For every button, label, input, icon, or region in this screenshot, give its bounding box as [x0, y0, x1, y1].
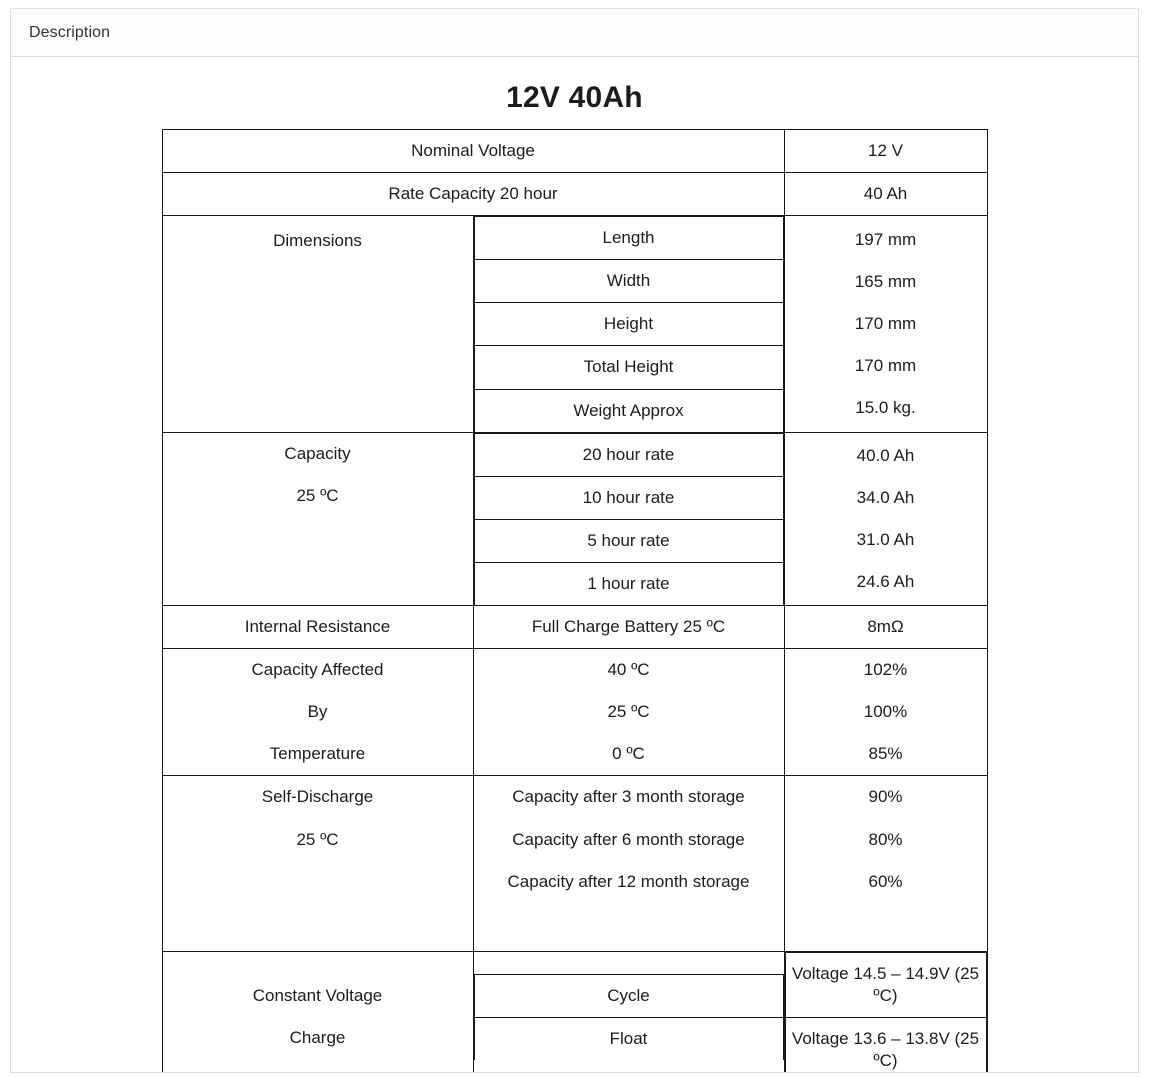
self-discharge-label — [162, 776, 473, 951]
list-item: Capacity after 6 month storage — [512, 829, 745, 849]
nominal-voltage-label: Nominal Voltage — [162, 130, 784, 173]
list-item: Width — [474, 260, 783, 303]
list-item: Voltage 13.6 – 13.8V (25 ºC) — [785, 1017, 986, 1073]
capacity-affected-label — [162, 649, 473, 776]
list-item: 20 hour rate — [474, 433, 783, 476]
capacity-affected-values — [784, 649, 987, 776]
capacity-label-line1: Capacity — [284, 443, 351, 463]
constant-voltage-values — [784, 951, 987, 1073]
tab-description-label: Description — [29, 23, 111, 41]
specification-table — [162, 129, 988, 1073]
table-row — [162, 649, 987, 776]
list-item: Total Height — [474, 346, 783, 389]
list-item: 31.0 Ah — [856, 529, 915, 549]
self-discharge-line2: 25 ºC — [296, 829, 339, 849]
list-item: 85% — [868, 744, 903, 764]
dimensions-label: Dimensions — [162, 216, 473, 432]
list-item: Voltage 14.5 – 14.9V (25 ºC) — [785, 952, 986, 1017]
list-item: 100% — [863, 702, 908, 722]
list-item: 102% — [863, 660, 908, 680]
list-item: 170 mm — [854, 313, 917, 333]
internal-resistance-desc: Full Charge Battery 25 ºC — [473, 606, 784, 649]
list-item: Height — [474, 303, 783, 346]
description-panel — [10, 57, 1139, 1073]
table-row — [162, 606, 987, 649]
list-item: 10 hour rate — [474, 476, 783, 519]
capacity-label — [162, 432, 473, 605]
list-item: 25 ºC — [607, 702, 650, 722]
list-item: 60% — [868, 871, 903, 891]
capacity-label-line2: 25 ºC — [296, 485, 339, 505]
self-discharge-values — [784, 776, 987, 951]
table-row — [162, 173, 987, 216]
list-item: 34.0 Ah — [856, 487, 915, 507]
table-row — [162, 776, 987, 951]
dimensions-values — [784, 216, 987, 432]
capacity-names — [473, 432, 784, 605]
constant-voltage-label — [162, 951, 473, 1073]
rate-capacity-label: Rate Capacity 20 hour — [162, 173, 784, 216]
self-discharge-names — [473, 776, 784, 951]
rate-capacity-value: 40 Ah — [784, 173, 987, 216]
constant-voltage-line1: Constant Voltage — [252, 985, 383, 1005]
constant-voltage-line2: Charge — [289, 1027, 346, 1047]
list-item: Capacity after 12 month storage — [507, 871, 750, 891]
list-item: 90% — [868, 787, 903, 807]
spacer — [785, 903, 987, 951]
list-item: 1 hour rate — [474, 562, 783, 605]
list-item: 40.0 Ah — [856, 445, 915, 465]
list-item: 170 mm — [854, 355, 917, 375]
list-item: 0 ºC — [612, 744, 645, 764]
list-item: 40 ºC — [607, 660, 650, 680]
list-item: 165 mm — [854, 271, 917, 291]
table-row — [162, 951, 987, 1073]
top-strip — [10, 0, 1139, 9]
list-item: Float — [474, 1017, 783, 1060]
capacity-values — [784, 432, 987, 605]
capacity-affected-line2: By — [307, 702, 328, 722]
dimensions-names — [473, 216, 784, 432]
list-item: 197 mm — [854, 229, 917, 249]
page-title: 12V 40Ah — [506, 81, 643, 114]
table-row — [162, 216, 987, 432]
list-item: 80% — [868, 829, 903, 849]
table-row — [162, 130, 987, 173]
constant-voltage-modes — [473, 951, 784, 1073]
spacer — [474, 903, 784, 951]
list-item: 5 hour rate — [474, 519, 783, 562]
capacity-affected-names — [473, 649, 784, 776]
list-item: Cycle — [474, 974, 783, 1017]
table-row — [162, 432, 987, 605]
self-discharge-line1: Self-Discharge — [261, 787, 374, 807]
internal-resistance-value: 8mΩ — [784, 606, 987, 649]
internal-resistance-label: Internal Resistance — [162, 606, 473, 649]
nominal-voltage-value: 12 V — [784, 130, 987, 173]
list-item: Length — [474, 217, 783, 260]
capacity-affected-line1: Capacity Affected — [251, 660, 384, 680]
list-item: 15.0 kg. — [855, 398, 916, 418]
list-item: Weight Approx — [474, 389, 783, 432]
description-tab-bar[interactable] — [10, 9, 1139, 57]
list-item: 24.6 Ah — [856, 571, 915, 591]
list-item: Capacity after 3 month storage — [512, 787, 745, 807]
capacity-affected-line3: Temperature — [269, 744, 366, 764]
